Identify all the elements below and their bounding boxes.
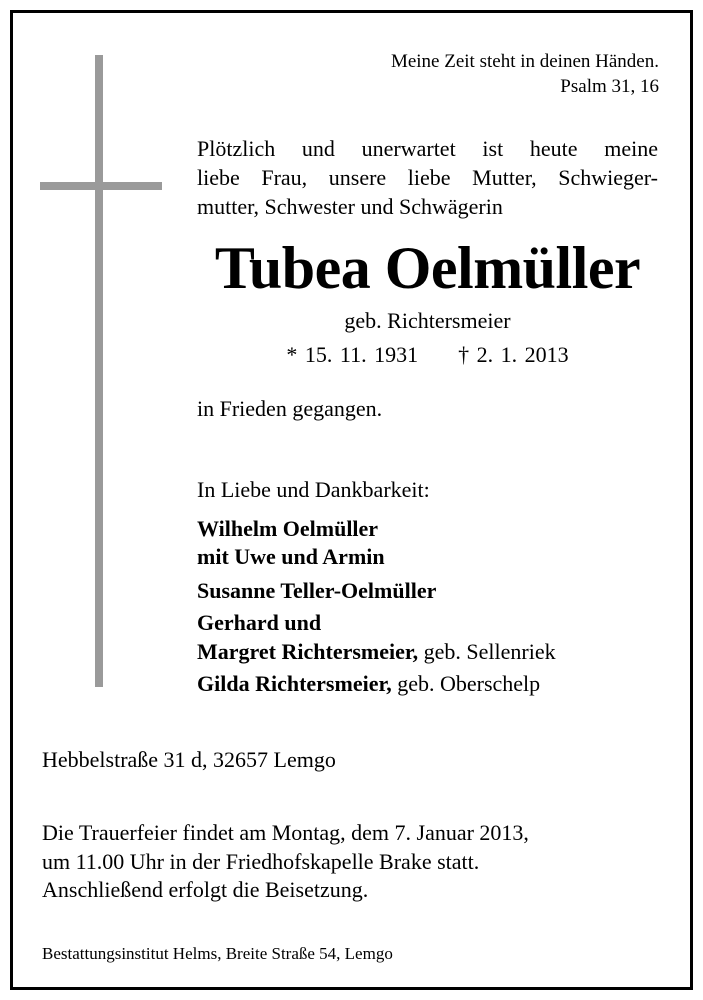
mourner-name: mit Uwe und Armin: [197, 544, 385, 569]
birth-date: * 15. 11. 1931: [286, 342, 419, 367]
intro-line: Plötzlich und unerwartet ist heute meine: [197, 136, 658, 161]
motto-reference: Psalm 31, 16: [560, 76, 659, 97]
cross-icon-bar: [40, 182, 162, 190]
birth-name: geb. Richtersmeier: [344, 308, 511, 333]
mourner-line: [197, 637, 556, 666]
ceremony-line: Anschließend erfolgt die Beisetzung.: [42, 877, 369, 902]
passing-text: in Frieden gegangen.: [197, 396, 383, 421]
death-date: † 2. 1. 2013: [458, 342, 569, 367]
address: Hebbelstraße 31 d, 32657 Lemgo: [42, 747, 336, 772]
intro-line: liebe Frau, unsere liebe Mutter, Schwieger-: [197, 165, 658, 190]
ceremony-line: Die Trauerfeier findet am Montag, dem 7. Januar 2013,: [42, 820, 529, 845]
life-dates: [197, 342, 658, 368]
mourner-line: [197, 669, 540, 698]
mourner-line: [197, 542, 385, 571]
cross-icon: [95, 55, 103, 687]
mourner-name: Susanne Teller-Oelmüller: [197, 578, 437, 603]
mourner-name: Wilhelm Oelmüller: [197, 516, 379, 541]
mourner-name: Margret Richtersmeier,: [197, 639, 419, 664]
intro-text: [197, 134, 658, 221]
intro-line: mutter, Schwester und Schwägerin: [197, 194, 503, 219]
mourner-line: [197, 514, 378, 543]
deceased-name: Tubea Oelmüller: [214, 235, 641, 301]
mourner-line: [197, 576, 436, 605]
motto-line: Meine Zeit steht in deinen Händen.: [390, 51, 659, 72]
ceremony-line: um 11.00 Uhr in der Friedhofskapelle Brake statt.: [42, 849, 480, 874]
mourner-line: [197, 608, 321, 637]
funeral-home: Bestattungsinstitut Helms, Breite Straße 54, Lemgo: [42, 944, 393, 963]
mourner-suffix: geb. Sellenriek: [418, 639, 556, 664]
mourner-name: Gerhard und: [197, 610, 322, 635]
mourner-name: Gilda Richtersmeier,: [197, 671, 392, 696]
gratitude-text: In Liebe und Dankbarkeit:: [197, 477, 430, 502]
mourner-suffix: geb. Oberschelp: [391, 671, 541, 696]
